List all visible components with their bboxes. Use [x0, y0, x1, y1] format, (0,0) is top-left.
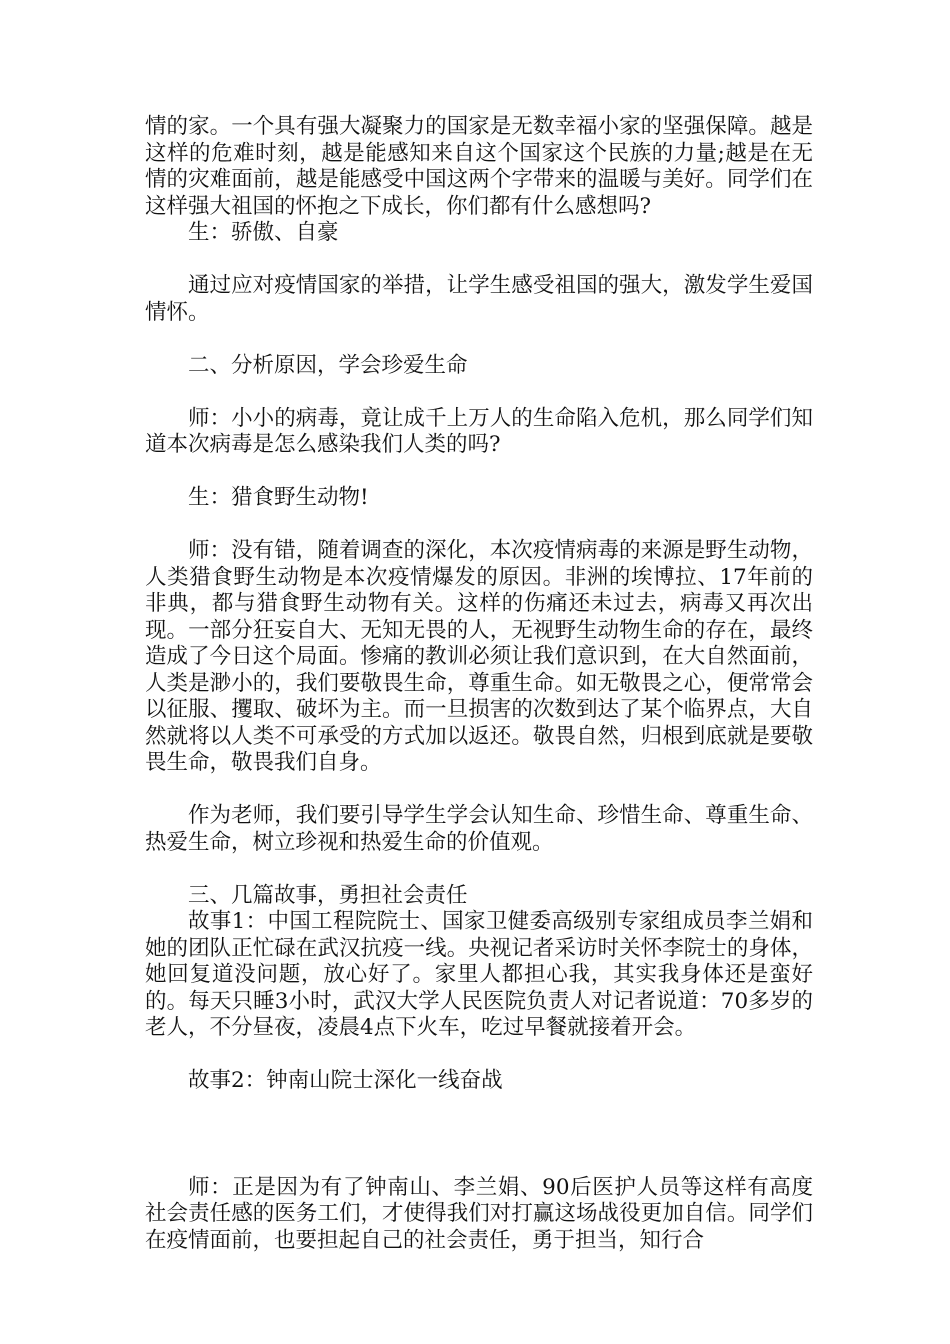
paragraph-national-cohesion: 情的家。一个具有强大凝聚力的国家是无数幸福小家的坚强保障。越是这样的危难时刻，越是能感知来自这个国家这个民族的力量;越是在无情的灾难面前，越是能感受中国这两个字带来的温暖与美好。同学们在这样强大祖国的怀抱之下成长，你们都有什么感想吗? — [145, 114, 813, 219]
paragraph-teacher-conclusion: 师：正是因为有了钟南山、李兰娟、90后医护人员等这样有高度社会责任感的医务工们，才使得我们对打赢这场战役更加自信。同学们在疫情面前，也要担起自己的社会责任，勇于担当，知行合 — [145, 1174, 813, 1253]
section-heading-cherish-life: 二、分析原因，学会珍爱生命 — [188, 352, 468, 378]
paragraph-student-answer-pride: 生：骄傲、自豪 — [188, 220, 339, 245]
document-page — [145, 114, 813, 1254]
paragraph-teacher-explanation-awe: 师：没有错，随着调查的深化，本次疫情病毒的来源是野生动物，人类猎食野生动物是本次疫情爆发的原因。非洲的埃博拉、17年前的非典，都与猎食野生动物有关。这样的伤痛还未过去，病毒又再次出现。一部分狂妄自大、无知无畏的人，无视野生动物生命的存在，最终造成了今日这个局面。惨痛的教训必须让我们意识到，在大自然面前，人类是渺小的，我们要敬畏生命，尊重生命。如无敬畏之心，便常常会以征服、攫取、破坏为主。而一旦损害的次数到达了某个临界点，大自然就将以人类不可承受的方式加以返还。敬畏自然，归根到底就是要敬畏生命，敬畏我们自身。 — [145, 538, 813, 775]
paragraph-student-answer-wildlife: 生：猎食野生动物! — [188, 485, 369, 510]
paragraph-story-1: 故事1：中国工程院院士、国家卫健委高级别专家组成员李兰娟和她的团队正忙碌在武汉抗疫一线。央视记者采访时关怀李院士的身体，她回复道没问题，放心好了。家里人都担心我，其实我身体还是蛮好的。每天只睡3小时，武汉大学人民医院负责人对记者说道：70多岁的老人，不分昼夜，凌晨4点下火车，吃过早餐就接着开会。 — [145, 909, 813, 1040]
paragraph-teacher-question-virus: 师：小小的病毒，竟让成千上万人的生命陷入危机，那么同学们知道本次病毒是怎么感染我们人类的吗? — [145, 405, 813, 457]
section-heading-social-responsibility: 三、几篇故事，勇担社会责任 — [188, 882, 468, 908]
paragraph-teacher-role: 作为老师，我们要引导学生学会认知生命、珍惜生命、尊重生命、热爱生命，树立珍视和热爱生命的价值观。 — [145, 803, 813, 855]
paragraph-teaching-goal-patriotism: 通过应对疫情国家的举措，让学生感受祖国的强大，激发学生爱国情怀。 — [145, 273, 813, 325]
paragraph-story-2: 故事2：钟南山院士深化一线奋战 — [188, 1068, 503, 1093]
